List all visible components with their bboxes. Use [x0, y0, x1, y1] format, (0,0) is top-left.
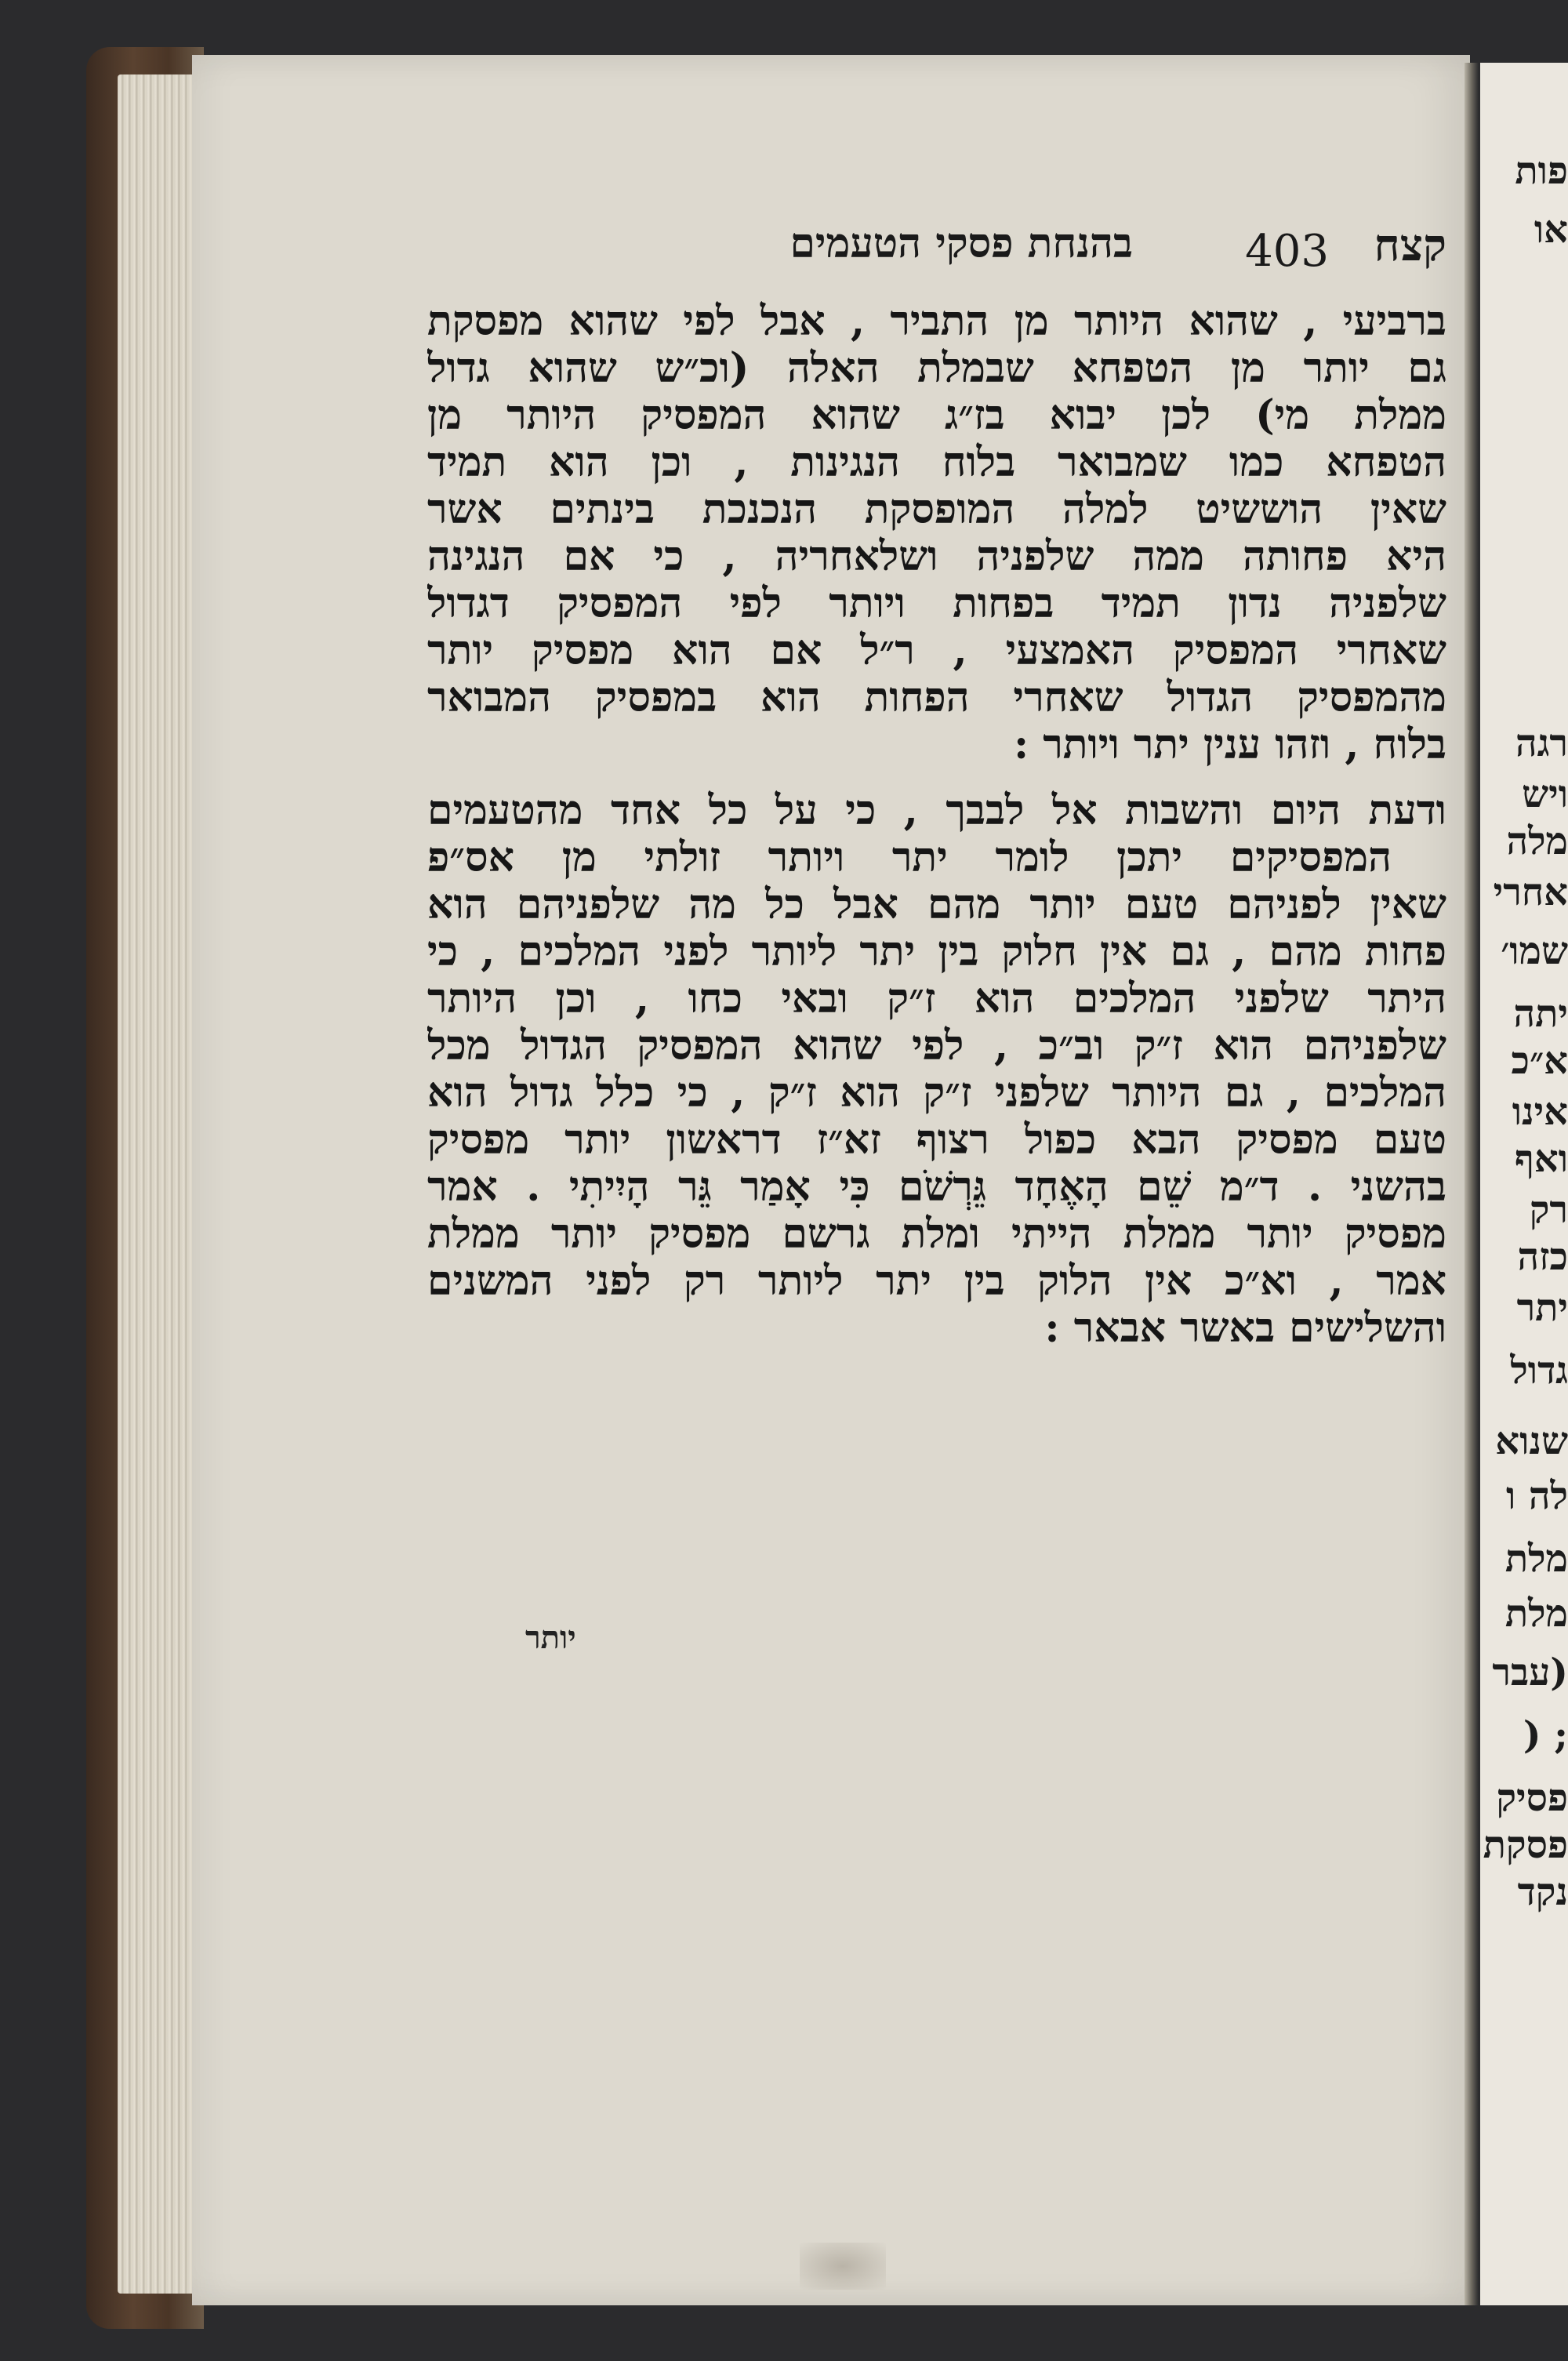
- right-page-line-fragment: מלת: [1504, 1592, 1568, 1636]
- text-line: פחות מהם , גם אין חלוק בין יתר ליותר לפני המלכים , כי: [427, 928, 1446, 975]
- book-gutter: [1465, 63, 1479, 2305]
- right-page-line-fragment: נקד: [1517, 1870, 1568, 1914]
- right-page-line-fragment: (עבר: [1492, 1651, 1568, 1694]
- paper-stain: [800, 2243, 886, 2290]
- text-line: שלפניה נדון תמיד בפחות ויותר לפי המפסיק דגדול: [427, 580, 1446, 627]
- paragraph-1: [427, 298, 1446, 768]
- right-page-line-fragment: ואף: [1515, 1137, 1568, 1181]
- right-page-line-fragment: פות: [1515, 149, 1568, 193]
- right-page-fragment: [1480, 63, 1568, 2305]
- right-page-line-fragment: אחרי: [1493, 870, 1568, 914]
- hebrew-page-number: קצח: [1374, 220, 1446, 271]
- text-line: גם יותר מן הטפחא שבמלת האלה (וכ״ש שהוא גדול: [427, 345, 1446, 392]
- right-page-line-fragment: פסיק: [1496, 1776, 1568, 1820]
- right-page-line-fragment: או: [1534, 208, 1568, 252]
- right-page-line-fragment: מלת: [1504, 1537, 1568, 1581]
- text-line: ממלת מי) לכן יבוא בז״ג שהוא המפסיק היותר מן: [427, 392, 1446, 439]
- catchword: יותר: [525, 1619, 576, 1656]
- right-page-line-fragment: רגה: [1515, 721, 1568, 765]
- right-page-line-fragment: א״כ: [1511, 1039, 1568, 1083]
- page-stack-edge: [118, 74, 196, 2294]
- right-page-line-fragment: יתר: [1516, 1286, 1568, 1330]
- text-line: המפסיקים יתכן לומר יתר ויותר זולתי מן אס״פ: [427, 834, 1392, 881]
- text-line: שלפניהם הוא ז״ק וב״כ , לפי שהוא המפסיק הגדול מכל: [427, 1022, 1446, 1070]
- text-line: מהמפסיק הגדול שאחרי הפחות הוא במפסיק המבואר: [427, 674, 1446, 721]
- right-page-line-fragment: אינו: [1512, 1090, 1568, 1134]
- right-page-line-fragment: לה ו: [1505, 1474, 1568, 1518]
- text-line: היתר שלפני המלכים הוא ז״ק ובאי כחו , וכן היותר: [427, 975, 1446, 1022]
- right-page-line-fragment: שנוא: [1495, 1419, 1568, 1463]
- right-page-line-fragment: כזה: [1517, 1235, 1568, 1279]
- text-line: שאחרי המפסיק האמצעי , ר״ל אם הוא מפסיק יותר: [427, 627, 1446, 674]
- text-line: והשלישים באשר אבאר :: [1044, 1305, 1446, 1352]
- text-line: ברביעי , שהוא היותר מן התביר , אבל לפי שהוא מפסקת: [427, 298, 1446, 345]
- right-page-line-fragment: מלה: [1506, 819, 1568, 863]
- text-line: מפסיק יותר ממלת הייתי ומלת גרשם מפסיק יותר ממלת: [427, 1211, 1446, 1258]
- text-line: טעם מפסיק הבא כפול רצוף זא״ז דראשון יותר מפסיק: [427, 1117, 1446, 1164]
- text-line: המלכים , גם היותר שלפני ז״ק הוא ז״ק , כי כלל גדול הוא: [427, 1070, 1446, 1117]
- right-page-line-fragment: גדול: [1510, 1349, 1568, 1393]
- right-page-line-fragment: ; (: [1523, 1713, 1568, 1757]
- page-header: [427, 212, 1446, 298]
- right-page-line-fragment: פסקת: [1483, 1823, 1568, 1867]
- right-page-line-fragment: ויש: [1522, 772, 1568, 816]
- arabic-page-number: 403: [1245, 226, 1329, 277]
- text-line: בלוח , וזהו ענין יתר ויותר :: [1013, 721, 1446, 768]
- running-title: בהנחת פסקי הטעמים: [789, 220, 1133, 267]
- text-line: אמר , וא״כ אין הלוק בין יתר ליותר רק לפני המשנים: [427, 1258, 1446, 1305]
- right-page-line-fragment: שמו׳: [1501, 929, 1568, 973]
- right-page-line-fragment: רק: [1529, 1188, 1568, 1232]
- text-line: שאין הוששיט למלה המופסקת הנכנכת בינתים אשר: [427, 486, 1446, 533]
- paragraph-2: [427, 787, 1446, 1352]
- text-line: ודעת היום והשבות אל לבבך , כי על כל אחד מהטעמים: [427, 787, 1446, 834]
- text-line: היא פחותה ממה שלפניה ושלאחריה , כי אם הנגינה: [427, 533, 1446, 580]
- text-line: הטפחא כמו שמבואר בלוח הנגינות , וכן הוא תמיד: [427, 439, 1446, 486]
- right-page-line-fragment: יתה: [1513, 992, 1568, 1036]
- text-line: שאין לפניהם טעם יותר מהם אבל כל מה שלפניהם הוא: [427, 881, 1446, 928]
- main-text: [427, 298, 1446, 1371]
- text-line: בהשני . ד״מ שֵׁם הָאֶחָד גֵּרְשֹׁם כִּי אָמַר גֵּר הָיִיתִי . אמר: [427, 1164, 1446, 1211]
